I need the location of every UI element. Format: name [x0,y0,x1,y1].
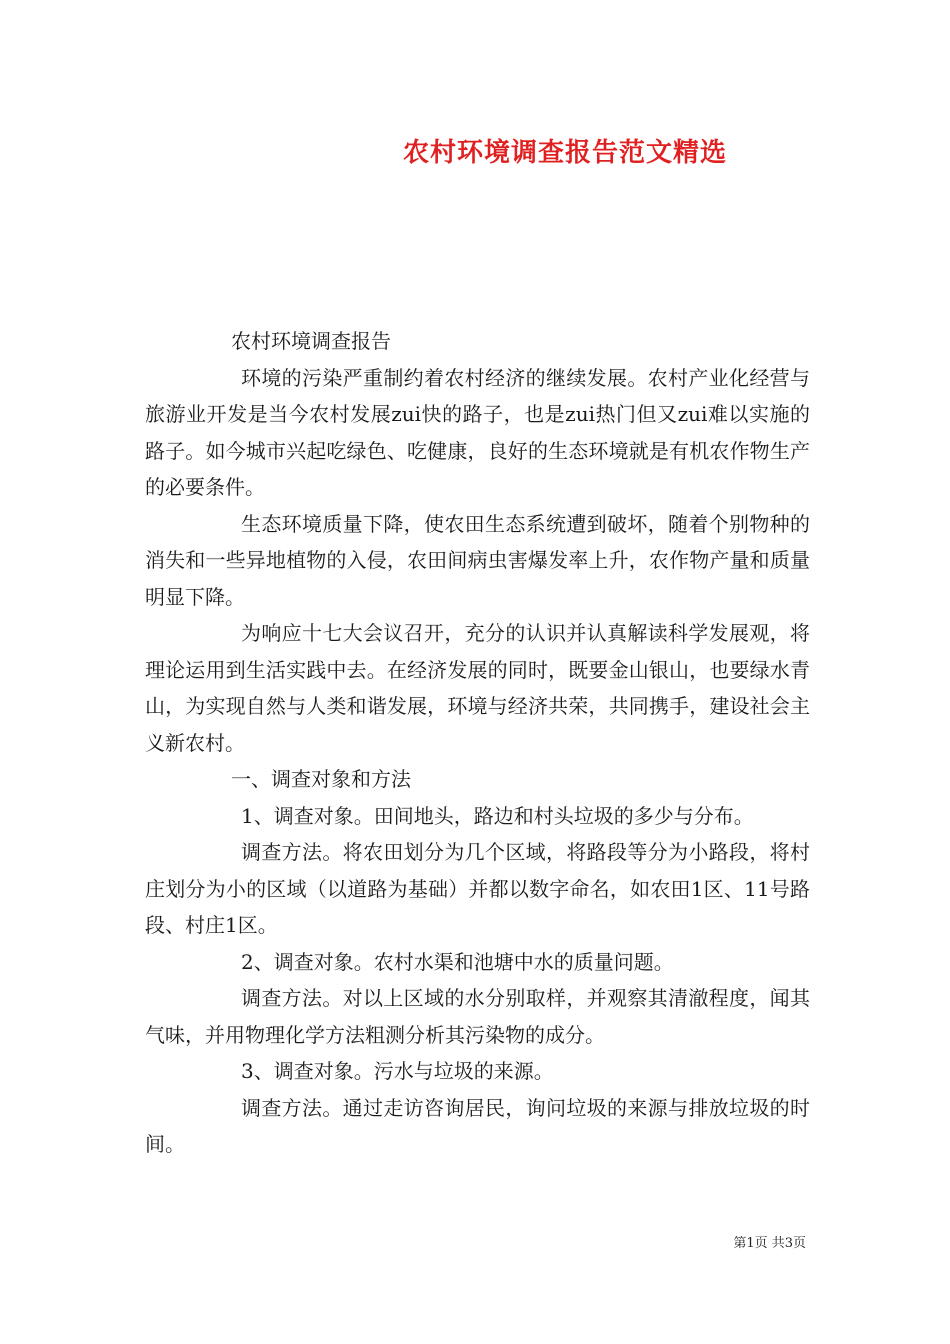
paragraph: 环境的污染严重制约着农村经济的继续发展。农村产业化经营与旅游业开发是当今农村发展zui快的路子，也是zui热门但又zui难以实施的路子。如今城市兴起吃绿色、吃健康，良好的生态环境就是有机农作物生产的必要条件。 [145,365,810,499]
section-heading: 一、调查对象和方法 [231,767,411,791]
document-body [145,323,810,1163]
paragraph: 调查方法。通过走访咨询居民，询问垃圾的来源与排放垃圾的时间。 [145,1095,810,1156]
paragraph: 1、调查对象。田间地头，路边和村头垃圾的多少与分布。 [241,803,754,828]
paragraph: 3、调查对象。污水与垃圾的来源。 [241,1059,554,1083]
page-number-footer: 第1页 共3页 [733,1236,806,1251]
paragraph: 调查方法。对以上区域的水分别取样，并观察其清澈程度，闻其气味，并用物理化学方法粗测分析其污染物的成分。 [145,986,810,1047]
paragraph: 为响应十七大会议召开，充分的认识并认真解读科学发展观，将理论运用到生活实践中去。在经济发展的同时，既要金山银山，也要绿水青山，为实现自然与人类和谐发展，环境与经济共荣，共同携手，建设社会主义新农村。 [145,621,810,755]
paragraph: 2、调查对象。农村水渠和池塘中水的质量问题。 [241,949,674,974]
paragraph: 调查方法。将农田划分为几个区域，将路段等分为小路段，将村庄划分为小的区域（以道路为基础）并都以数字命名，如农田1区、11号路段、村庄1区。 [145,840,810,937]
report-heading: 农村环境调查报告 [231,329,391,353]
document-title: 农村环境调查报告范文精选 [402,138,727,168]
paragraph: 生态环境质量下降，使农田生态系统遭到破坏，随着个别物种的消失和一些异地植物的入侵，农田间病虫害爆发率上升，农作物产量和质量明显下降。 [145,511,810,609]
